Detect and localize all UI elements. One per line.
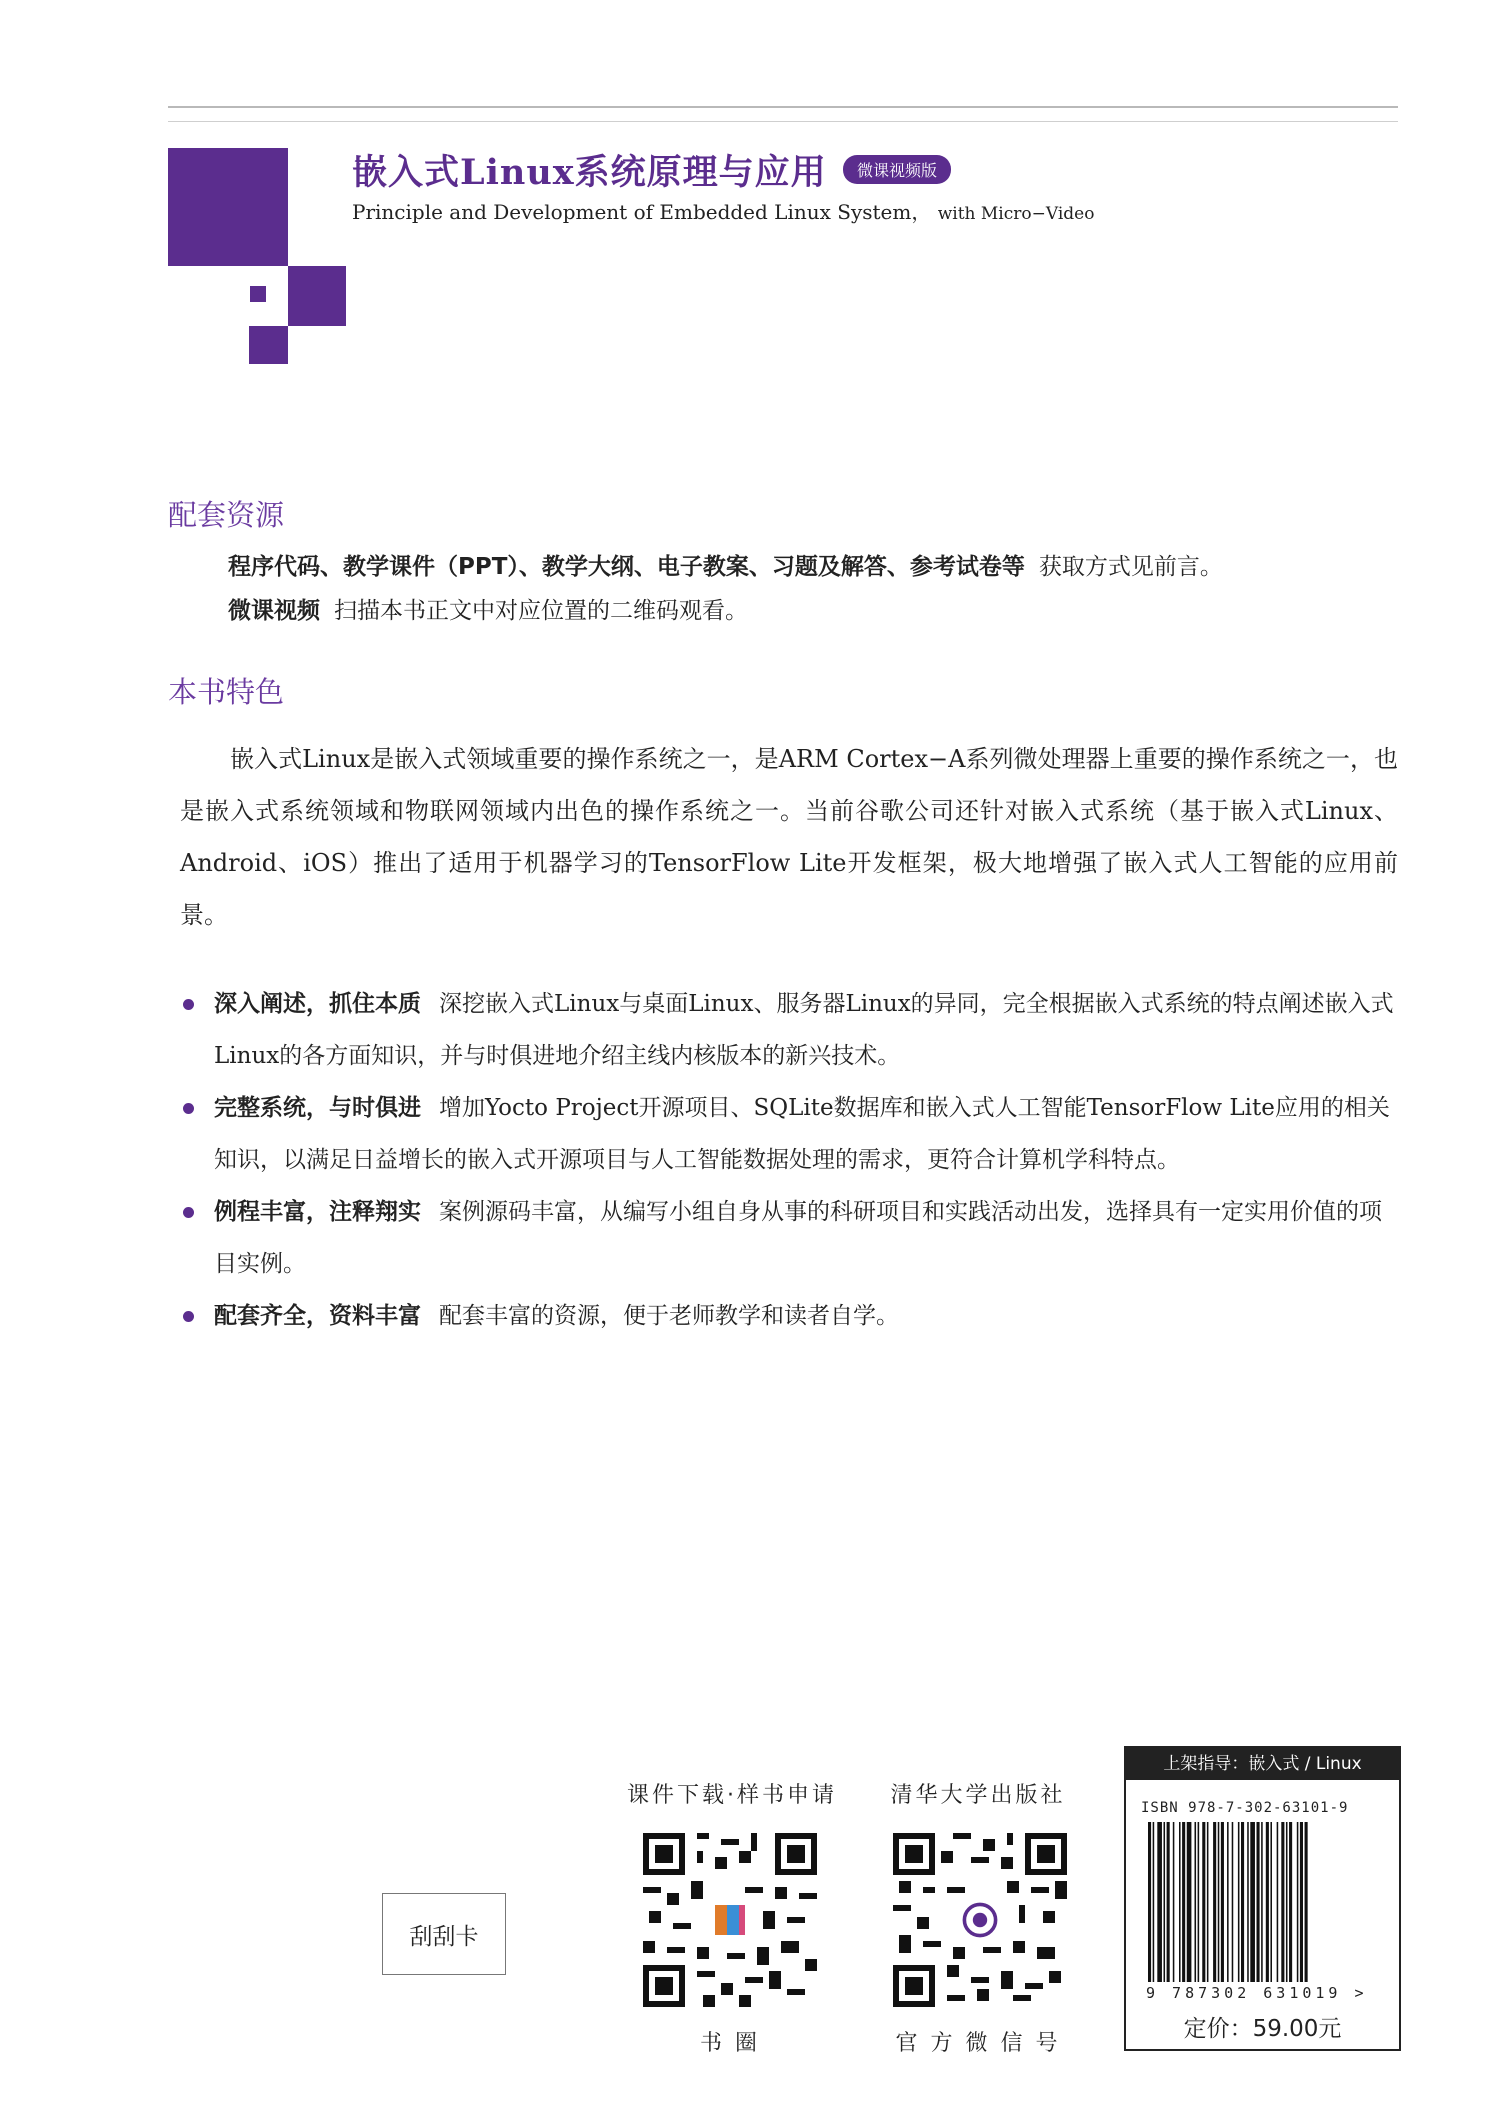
ean-digits: 9 787302 631019 > (1146, 1984, 1368, 2002)
bullet-title: 完整系统，与时俱进 (214, 1095, 421, 1121)
qr-code-2-icon[interactable] (893, 1833, 1067, 2007)
barcode-icon (1148, 1822, 1378, 1990)
resources-line-2-rest: 扫描本书正文中对应位置的二维码观看。 (334, 598, 748, 624)
bullet-icon (183, 1103, 194, 1114)
scratch-card[interactable]: 刮刮卡 (382, 1893, 506, 1975)
resources-heading: 配套资源 (168, 498, 285, 532)
list-item (178, 978, 1398, 1082)
logo-square-large (168, 148, 288, 266)
bullet-icon (183, 1311, 194, 1322)
qr1-top-label: 课件下载·样书申请 (627, 1783, 837, 1808)
logo-square-bottom (249, 326, 288, 364)
bullet-title: 例程丰富，注释翔实 (214, 1199, 421, 1225)
book-title: 嵌入式Linux系统原理与应用 (352, 152, 827, 193)
qr2-bottom-label: 官 方 微 信 号 (895, 2031, 1061, 2056)
logo-square-right (288, 266, 346, 326)
bullet-icon (183, 999, 194, 1010)
bullet-title: 配套齐全，资料丰富 (214, 1303, 421, 1329)
list-item (178, 1082, 1398, 1186)
bullet-title: 深入阐述，抓住本质 (214, 991, 421, 1017)
subtitle-en: Principle and Development of Embedded Linux System， (352, 200, 932, 224)
resources-line-1-bold: 程序代码、教学课件（PPT）、教学大纲、电子教案、习题及解答、参考试卷等 (228, 554, 1025, 580)
qr1-bottom-label: 书 圈 (700, 2031, 760, 2056)
top-rule (168, 106, 1398, 108)
list-item (178, 1186, 1398, 1290)
micro-video-badge: 微课视频版 (843, 155, 951, 184)
logo-square-small (250, 286, 266, 302)
bullet-text: 增加Yocto Project开源项目、SQLite数据库和嵌入式人工智能TensorFlow Lite应用的相关知识，以满足日益增长的嵌入式开源项目与人工智能数据处理的需求，更符合计算机学科特点。 (214, 1095, 1390, 1173)
features-paragraph-text: 嵌入式Linux是嵌入式领域重要的操作系统之一，是ARM Cortex−A系列微处理器上重要的操作系统之一，也是嵌入式系统领域和物联网领域内出色的操作系统之一。当前谷歌公司还针对嵌入式系统（基于嵌入式Linux、Android、iOS）推出了适用于机器学习的TensorFlow Lite开发框架，极大地增强了嵌入式人工智能的应用前景。 (180, 745, 1398, 929)
list-item (178, 1290, 1398, 1342)
bullet-icon (183, 1207, 194, 1218)
resources-line-1 (228, 548, 1223, 581)
resources-line-2-bold: 微课视频 (228, 598, 320, 624)
barcode-panel (1124, 1746, 1401, 2051)
resources-line-2 (228, 592, 748, 625)
bullet-text: 配套丰富的资源，便于老师教学和读者自学。 (439, 1303, 899, 1329)
qr-code-1-icon[interactable] (643, 1833, 817, 2007)
shelf-guide: 上架指导：嵌入式 / Linux (1126, 1748, 1399, 1780)
resources-line-1-rest: 获取方式见前言。 (1038, 554, 1223, 580)
feature-bullets (178, 978, 1398, 1342)
qr2-top-label: 清华大学出版社 (890, 1783, 1066, 1808)
features-paragraph (180, 733, 1398, 941)
features-heading: 本书特色 (168, 675, 285, 709)
subtitle-suffix: with Micro−Video (937, 204, 1095, 224)
isbn-text: ISBN 978-7-302-63101-9 (1141, 1800, 1349, 1816)
top-rule-thin (168, 121, 1398, 122)
bullet-text: 案例源码丰富，从编写小组自身从事的科研项目和实践活动出发，选择具有一定实用价值的项目实例。 (214, 1199, 1382, 1277)
price-label: 定价：59.00元 (1183, 2016, 1342, 2042)
book-subtitle (352, 196, 1094, 225)
bullet-text: 深挖嵌入式Linux与桌面Linux、服务器Linux的异同，完全根据嵌入式系统的特点阐述嵌入式Linux的各方面知识，并与时俱进地介绍主线内核版本的新兴技术。 (214, 991, 1394, 1069)
